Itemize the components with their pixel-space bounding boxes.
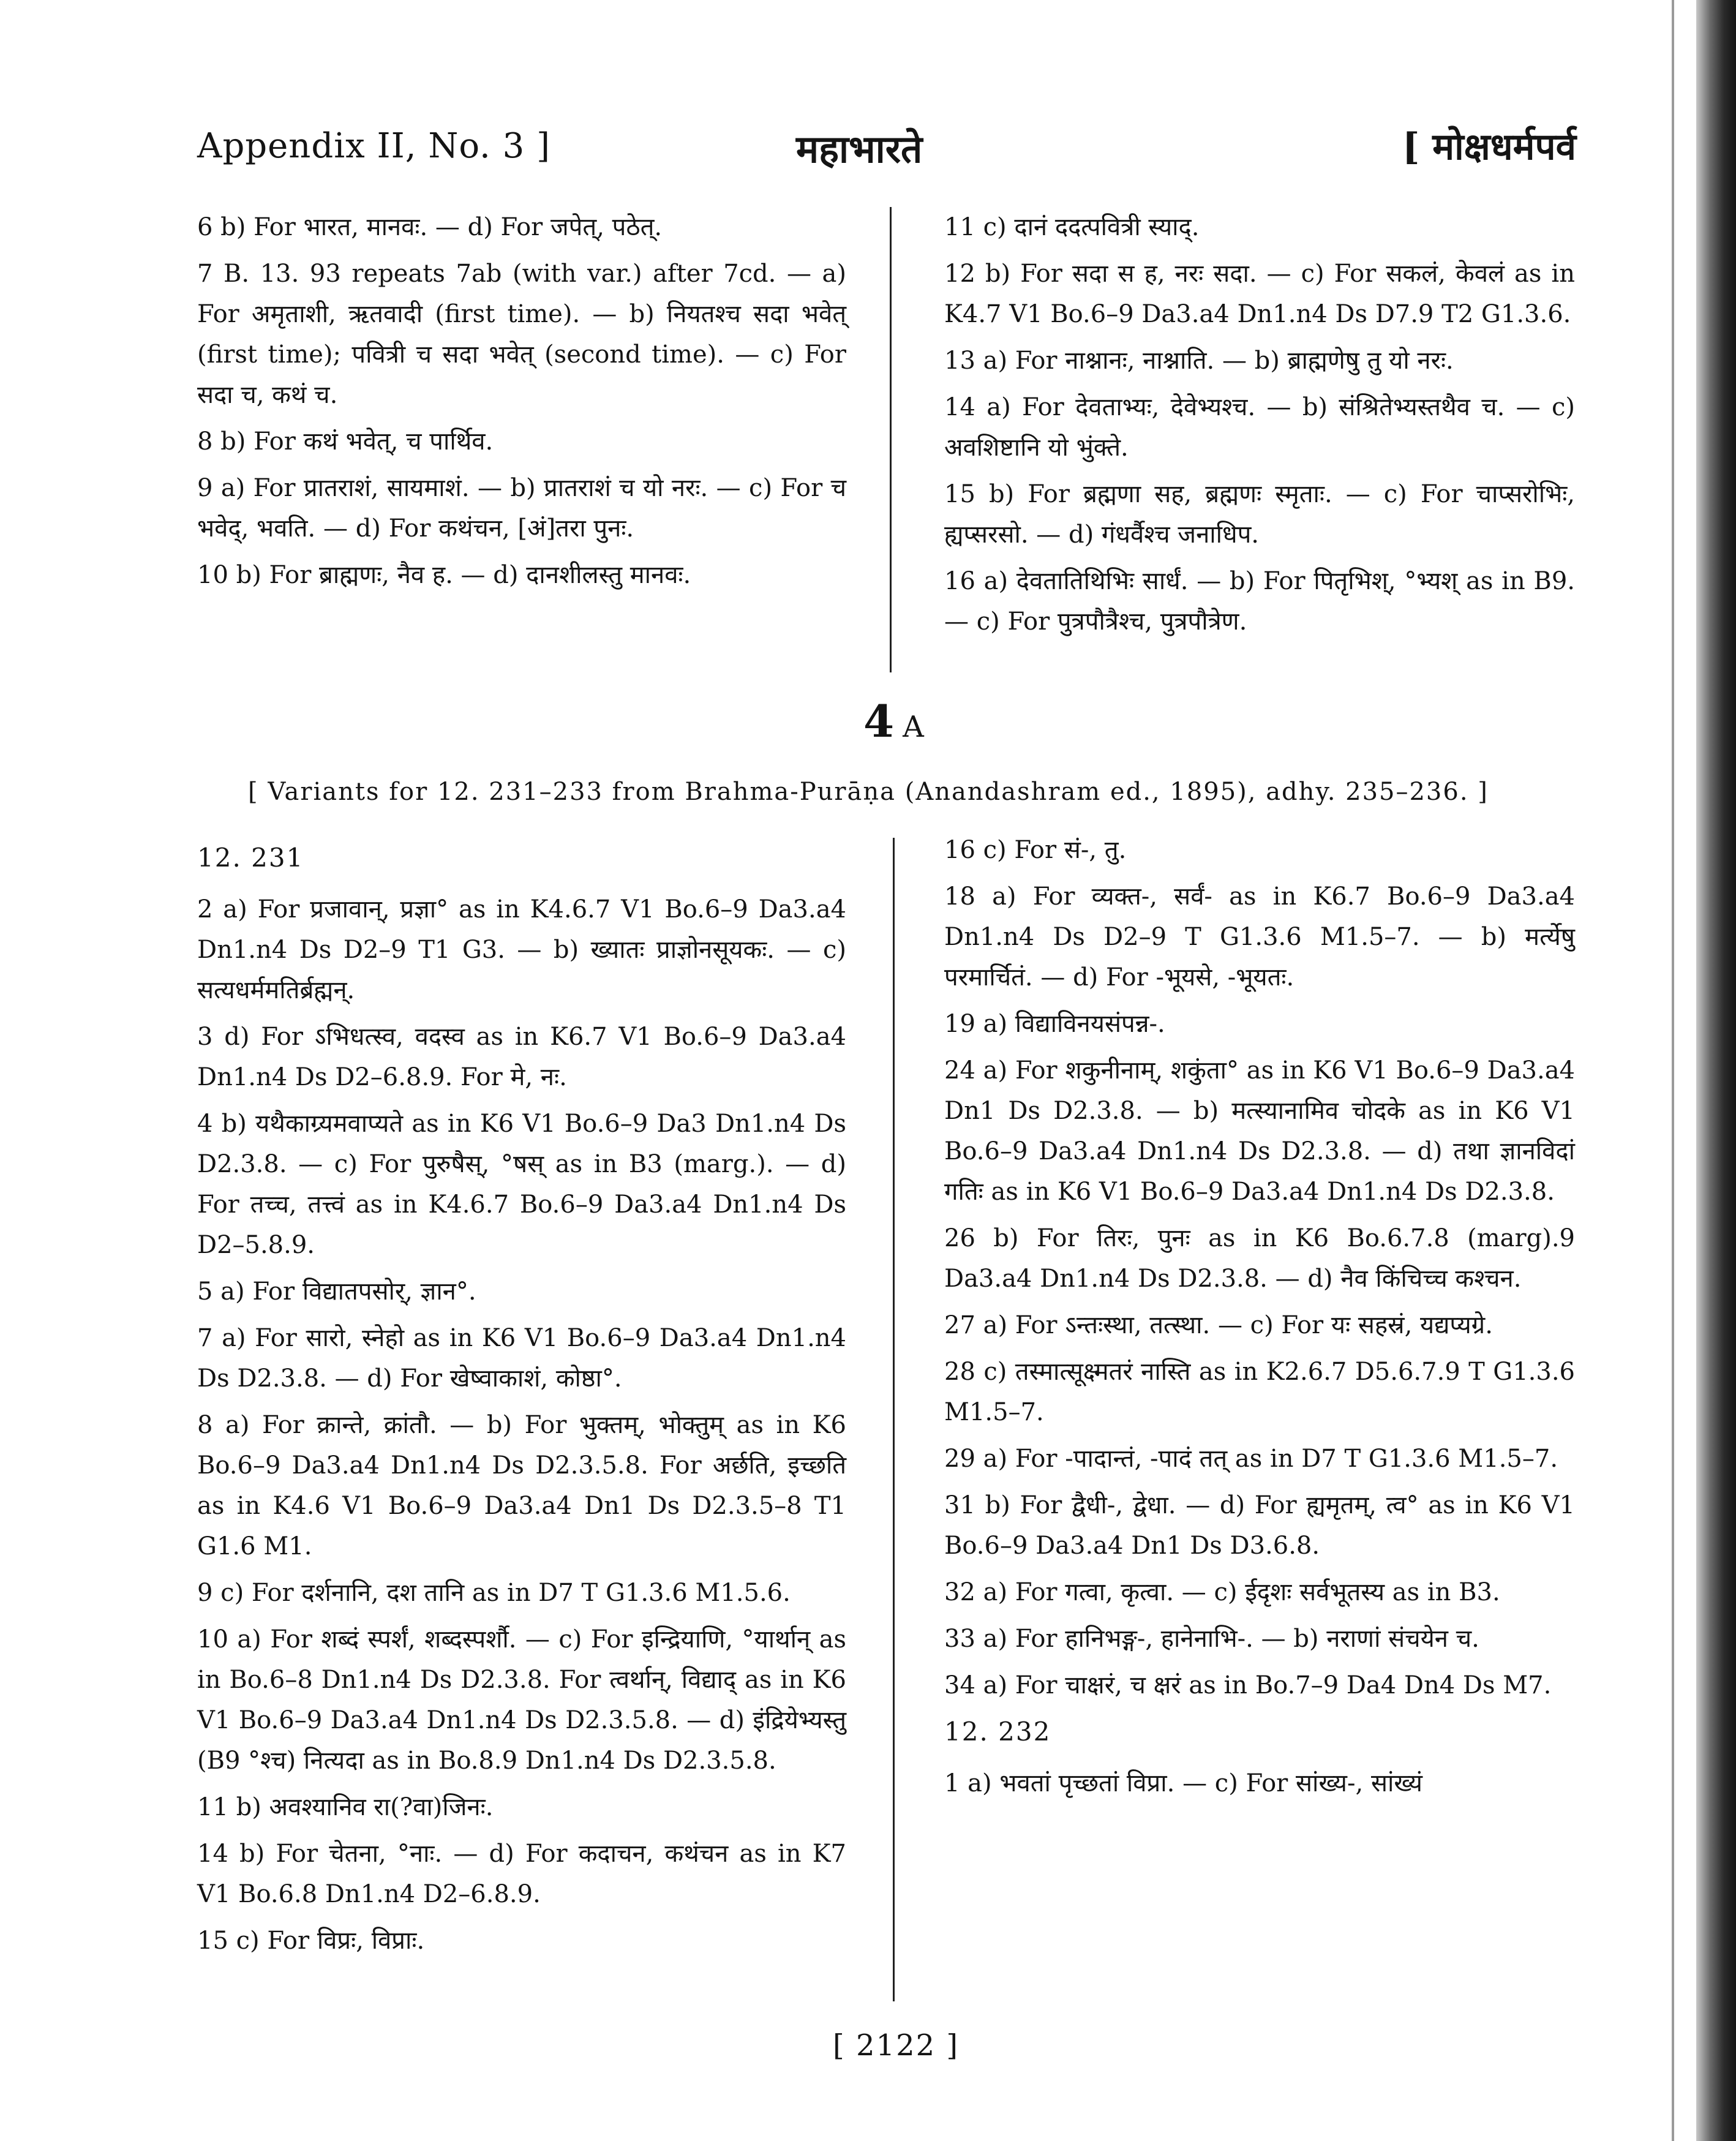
running-head-center: महाभारते bbox=[796, 127, 923, 171]
note-10: 10 b) For ब्राह्मणः, नैव ह. — d) दानशीलस्तु मानवः. bbox=[197, 561, 691, 589]
note-7: 7 B. 13. 93 repeats 7ab (with var.) after 7cd. — a) For अमृताशी, ऋतवादी (first time). — b) नियतश्च सदा भवेत् (first time); पवित्री च सदा भवेत् (second time). — c) For सदा च, कथं च. bbox=[197, 260, 846, 409]
note-231-32: 32 a) For गत्वा, कृत्वा. — c) ईदृशः सर्वभूतस्य as in B3. bbox=[944, 1578, 1500, 1606]
note-231-33: 33 a) For हानिभङ्ग-, हानेनाभि-. — b) नराणां संचयेन च. bbox=[944, 1625, 1479, 1653]
note-231-24: 24 a) For शकुनीनाम्, शकुंता° as in K6 V1 Bo.6–9 Da3.a4 Dn1 Ds D2.3.8. — b) मत्स्यानामिव चोदके as in K6 V1 Bo.6–9 Da3.a4 Dn1.n4 Ds D2.3.8. — d) तथा ज्ञानविदां गतिः as in K6 V1 Bo.6–9 Da3.a4 Dn1.n4 Ds D2.3.8. bbox=[944, 1056, 1575, 1206]
bottom-left-column bbox=[197, 838, 846, 1967]
top-right-column bbox=[944, 207, 1575, 648]
subhead-12-232: 12. 232 bbox=[944, 1717, 1051, 1747]
note-231-19: 19 a) विद्याविनयसंपन्न-. bbox=[944, 1010, 1165, 1038]
note-231-31: 31 b) For द्वैधी-, द्वेधा. — d) For ह्यमृतम्, त्व° as in K6 V1 Bo.6–9 Da3.a4 Dn1 Ds D3.6.8. bbox=[944, 1491, 1575, 1560]
running-head-left: Appendix II, No. 3 ] bbox=[197, 126, 550, 166]
note-231-9: 9 c) For दर्शनानि, दश तानि as in D7 T G1.3.6 M1.5.6. bbox=[197, 1579, 791, 1607]
note-9: 9 a) For प्रातराशं, सायमाशं. — b) प्रातराशं च यो नरः. — c) For च भवेद्, भवति. — d) For कथंचन, [अं]तरा पुनः. bbox=[197, 474, 846, 543]
note-12: 12 b) For सदा स ह, नरः सदा. — c) For सकलं, केवलं as in K4.7 V1 Bo.6–9 Da3.a4 Dn1.n4 Ds D7.9 T2 G1.3.6. bbox=[944, 260, 1575, 328]
section-number: 4 bbox=[863, 695, 895, 747]
bottom-right-column bbox=[944, 830, 1575, 1810]
note-231-8: 8 a) For क्रान्ते, क्रांतौ. — b) For भुक्तम्, भोक्तुम् as in K6 Bo.6–9 Da3.a4 Dn1.n4 Ds D2.3.5.8. For अर्छति, इच्छति as in K4.6 V1 Bo.6–9 Da3.a4 Dn1 Ds D2.3.5–8 T1 G1.6 M1. bbox=[197, 1411, 846, 1560]
note-231-3: 3 d) For ऽभिधत्स्व, वदस्व as in K6.7 V1 Bo.6–9 Da3.a4 Dn1.n4 Ds D2–6.8.9. For मे, नः. bbox=[197, 1023, 846, 1091]
scan-edge-line bbox=[1672, 0, 1674, 2141]
note-231-18: 18 a) For व्यक्त-, सर्वं- as in K6.7 Bo.6–9 Da3.a4 Dn1.n4 Ds D2–9 T G1.3.6 M1.5–7. — b) मर्त्येषु परमार्चितं. — d) For -भूयसे, -भूयतः. bbox=[944, 882, 1575, 991]
note-231-10: 10 a) For शब्दं स्पर्शं, शब्दस्पर्शौ. — c) For इन्द्रियाणि, °यार्थान् as in Bo.6–8 Dn1.n4 Ds D2.3.8. For त्वर्थान्, विद्याद् as in K6 V1 Bo.6–9 Da3.a4 Dn1.n4 Ds D2.3.5.8. — d) इंद्रियेभ्यस्तु (B9 °श्च) नित्यदा as in Bo.8.9 Dn1.n4 Ds D2.3.5.8. bbox=[197, 1625, 846, 1775]
note-13: 13 a) For नाश्नानः, नाश्नाति. — b) ब्राह्मणेषु तु यो नरः. bbox=[944, 347, 1454, 375]
note-231-34: 34 a) For चाक्षरं, च क्षरं as in Bo.7–9 Da4 Dn4 Ds M7. bbox=[944, 1671, 1552, 1699]
note-231-28: 28 c) तस्मात्सूक्ष्मतरं नास्ति as in K2.6.7 D5.6.7.9 T G1.3.6 M1.5–7. bbox=[944, 1358, 1575, 1426]
note-8: 8 b) For कथं भवेत्, च पार्थिव. bbox=[197, 427, 494, 456]
note-15: 15 b) For ब्रह्मणा सह, ब्रह्मणः स्मृताः. — c) For चाप्सरोभिः, ह्यप्सरसो. — d) गंधर्वैश्च जनाधिप. bbox=[944, 480, 1575, 549]
note-11: 11 c) दानं ददत्पवित्री स्याद्. bbox=[944, 213, 1200, 241]
section-letter: A bbox=[903, 710, 924, 744]
note-16: 16 a) देवतातिथिभिः सार्धं. — b) For पितृभिश्, °भ्यश् as in B9. — c) For पुत्रपौत्रैश्च, पुत्रपौत्रेण. bbox=[944, 567, 1575, 636]
column-divider-bottom bbox=[893, 838, 895, 2001]
column-divider-top bbox=[890, 207, 892, 672]
note-231-15: 15 c) For विप्रः, विप्राः. bbox=[197, 1927, 425, 1955]
variants-caption: [ Variants for 12. 231–233 from Brahma-Purāṇa (Anandashram ed., 1895), adhy. 235–236. ] bbox=[248, 778, 1489, 806]
note-231-27: 27 a) For ऽन्तःस्था, तत्स्था. — c) For यः सहस्रं, यद्यप्यग्रे. bbox=[944, 1311, 1493, 1339]
note-231-4: 4 b) यथैकाग्र्यमवाप्यते as in K6 V1 Bo.6–9 Da3 Dn1.n4 Ds D2.3.8. — c) For पुरुषैस्, °षस् as in B3 (marg.). — d) For तच्च, तत्त्वं as in K4.6.7 Bo.6–9 Da3.a4 Dn1.n4 Ds D2–5.8.9. bbox=[197, 1110, 846, 1259]
note-231-26: 26 b) For तिरः, पुनः as in K6 Bo.6.7.8 (marg).9 Da3.a4 Dn1.n4 Ds D2.3.8. — d) नैव किंचिच्च कश्चन. bbox=[944, 1224, 1575, 1293]
note-231-14: 14 b) For चेतना, °नाः. — d) For कदाचन, कथंचन as in K7 V1 Bo.6.8 Dn1.n4 D2–6.8.9. bbox=[197, 1840, 846, 1908]
note-231-5: 5 a) For विद्यातपसोर्, ज्ञान°. bbox=[197, 1277, 476, 1306]
note-231-2: 2 a) For प्रजावान्, प्रज्ञा° as in K4.6.7 V1 Bo.6–9 Da3.a4 Dn1.n4 Ds D2–9 T1 G3. — b) ख्यातः प्राज्ञोनसूयकः. — c) सत्यधर्ममतिर्ब्रह्मन्. bbox=[197, 895, 846, 1004]
note-231-7: 7 a) For सारो, स्नेहो as in K6 V1 Bo.6–9 Da3.a4 Dn1.n4 Ds D2.3.8. — d) For खेष्वाकाशं, कोष्ठा°. bbox=[197, 1324, 846, 1393]
subhead-12-231: 12. 231 bbox=[197, 843, 304, 873]
note-231-29: 29 a) For -पादान्तं, -पादं तत् as in D7 T G1.3.6 M1.5–7. bbox=[944, 1445, 1558, 1473]
scan-edge-shadow bbox=[1696, 0, 1736, 2141]
note-231-11: 11 b) अवश्यानिव रा(?वा)जिनः. bbox=[197, 1793, 494, 1821]
note-14: 14 a) For देवताभ्यः, देवेभ्यश्च. — b) संश्रितेभ्यस्तथैव च. — c) अवशिष्टानि यो भुंक्ते. bbox=[944, 393, 1575, 462]
note-231-16: 16 c) For सं-, तु. bbox=[944, 836, 1127, 864]
top-left-column bbox=[197, 207, 846, 601]
page-number: [ 2122 ] bbox=[833, 2028, 960, 2063]
note-6: 6 b) For भारत, मानवः. — d) For जपेत्, पठेत्. bbox=[197, 213, 663, 241]
note-232-1: 1 a) भवतां पृच्छतां विप्रा. — c) For सांख्य-, सांख्यं bbox=[944, 1769, 1422, 1797]
running-head-right: [ मोक्षधर्मपर्व bbox=[1402, 126, 1576, 168]
section-heading bbox=[863, 695, 924, 747]
